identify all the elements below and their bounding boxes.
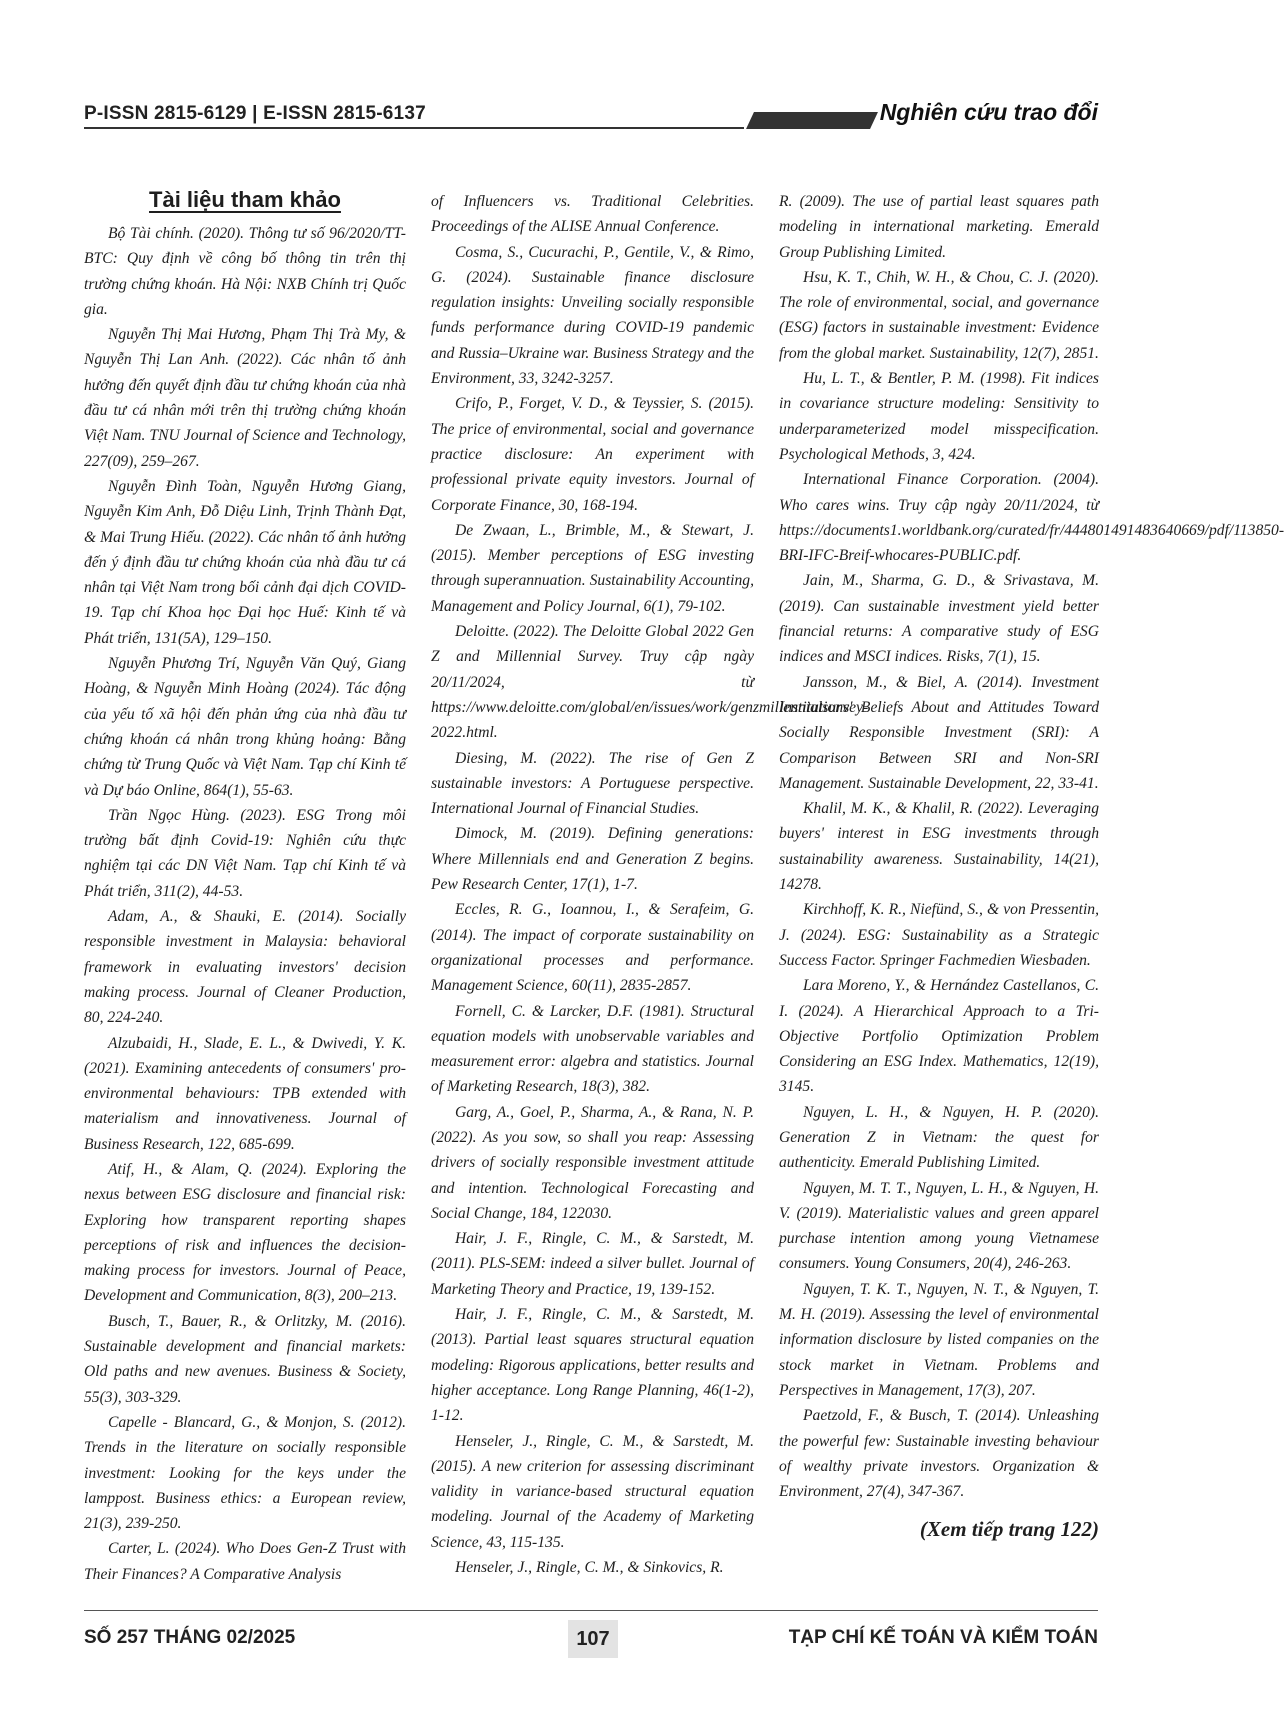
reference-item: Adam, A., & Shauki, E. (2014). Socially responsible investment in Malaysia: behavioral framework in evaluating investors' decision making process. Journal of Cleaner Production, 80, 224-240. [84,908,406,1027]
reference-item: Garg, A., Goel, P., Sharma, A., & Rana, N. P. (2022). As you sow, so shall you reap: Assessing drivers of socially responsible investment attitude and intention. Technological Forecasting and Social Change, 184, 122030. [431,1103,754,1222]
reference-item: Jain, M., Sharma, G. D., & Srivastava, M. (2019). Can sustainable investment yield better financial returns: A comparative study of ESG indices and MSCI indices. Risks, 7(1), 15. [779,572,1099,666]
reference-item: Lara Moreno, Y., & Hernández Castellanos, C. I. (2024). A Hierarchical Approach to a Tri-Objective Portfolio Optimization Problem Considering an ESG Index. Mathematics, 12(19), 3145. [779,977,1099,1096]
reference-item: Diesing, M. (2022). The rise of Gen Z sustainable investors: A Portuguese perspective. International Journal of Financial Studies. [431,749,754,818]
continued-on-page-note: (Xem tiếp trang 122) [919,1517,1099,1542]
section-title: Nghiên cứu trao đổi [879,99,1098,125]
reference-item: Trần Ngọc Hùng. (2023). ESG Trong môi trường bất định Covid-19: Nghiên cứu thực nghiệm tại các DN Việt Nam. Tạp chí Kinh tế và Phát triển, 311(2), 44-53. [84,806,406,900]
references-column-3 [779,189,1284,1542]
reference-item: Nguyen, M. T. T., Nguyen, L. H., & Nguyen, H. V. (2019). Materialistic values and green apparel purchase intention among young Vietnamese consumers. Young Consumers, 20(4), 246-263. [779,1179,1099,1273]
reference-item: Nguyễn Thị Mai Hương, Phạm Thị Trà My, & Nguyễn Thị Lan Anh. (2022). Các nhân tố ảnh hưởng đến quyết định đầu tư chứng khoán của nhà đầu tư cá nhân mới trên thị trường chứng khoán Việt Nam. TNU Journal of Science and Technology, 227(09), 259–267. [84,326,406,470]
issue-label: SỐ 257 THÁNG 02/2025 [84,1627,296,1648]
issn-label: P-ISSN 2815-6129 | E-ISSN 2815-6137 [84,103,426,124]
reference-item: Henseler, J., Ringle, C. M., & Sarstedt, M. (2015). A new criterion for assessing discriminant validity in variance-based structural equation modeling. Journal of the Academy of Marketing Science, 43, 115-135. [431,1432,754,1551]
reference-item-continued: R. (2009). The use of partial least squares path modeling in international marketing. Emerald Group Publishing Limited. [779,193,1099,261]
reference-item-continued: of Influencers vs. Traditional Celebrities. Proceedings of the ALISE Annual Conference. [431,193,754,236]
reference-item: Nguyen, L. H., & Nguyen, H. P. (2020). Generation Z in Vietnam: the quest for authenticity. Emerald Publishing Limited. [779,1103,1099,1172]
page-footer [84,1620,1098,1658]
references-column-1 [84,187,406,1587]
references-heading: Tài liệu tham khảo [149,187,341,212]
page-number: 107 [568,1620,618,1658]
reference-item: Hsu, K. T., Chih, W. H., & Chou, C. J. (2020). The role of environmental, social, and governance (ESG) factors in sustainable investment: Evidence from the global market. Sustainability, 12(7), 2851. [779,268,1099,362]
reference-item: International Finance Corporation. (2004). Who cares wins. Truy cập ngày 20/11/2024, từ https://documents1.worldbank.org/curated/fr/444801491483640669/pdf/113850-BRI-IFC-Breif-whocares-PUBLIC.pdf. [779,471,1284,565]
page-header [84,99,1098,133]
reference-item: Jansson, M., & Biel, A. (2014). Investment Institutions' Beliefs About and Attitudes Toward Socially Responsible Investment (SRI): A Comparison Between SRI and Non-SRI Management. Sustainable Development, 22, 33-41. [779,673,1099,792]
reference-item: Dimock, M. (2019). Defining generations: Where Millennials end and Generation Z begins. Pew Research Center, 17(1), 1-7. [431,825,754,894]
reference-item: Nguyen, T. K. T., Nguyen, N. T., & Nguyen, T. M. H. (2019). Assessing the level of environmental information disclosure by listed companies on the stock market in Vietnam. Problems and Perspectives in Management, 17(3), 207. [779,1280,1099,1399]
reference-item: Carter, L. (2024). Who Does Gen-Z Trust with Their Finances? A Comparative Analysis [84,1540,406,1583]
journal-name: TẠP CHÍ KẾ TOÁN VÀ KIỂM TOÁN [788,1627,1098,1648]
reference-item: Cosma, S., Cucurachi, P., Gentile, V., & Rimo, G. (2024). Sustainable finance disclosure regulation insights: Unveiling socially responsible funds performance during COVID-19 pandemic and Russia–Ukraine war. Business Strategy and the Environment, 33, 3242-3257. [431,243,754,388]
reference-item: Nguyễn Phương Trí, Nguyễn Văn Quý, Giang Hoàng, & Nguyễn Minh Hoàng (2024). Tác động của yếu tố xã hội đến phản ứng của nhà đầu tư chứng khoán cá nhân trong khủng hoảng: Bằng chứng từ Trung Quốc và Việt Nam. Tạp chí Kinh tế và Dự báo Online, 864(1), 55-63. [84,655,406,799]
reference-item: Hair, J. F., Ringle, C. M., & Sarstedt, M. (2011). PLS-SEM: indeed a silver bullet. Journal of Marketing Theory and Practice, 19, 139-152. [431,1230,754,1298]
reference-item: Crifo, P., Forget, V. D., & Teyssier, S. (2015). The price of environmental, social and governance practice disclosure: An experiment with professional private equity investors. Journal of Corporate Finance, 30, 168-194. [431,395,754,514]
reference-item: De Zwaan, L., Brimble, M., & Stewart, J. (2015). Member perceptions of ESG investing through superannuation. Sustainability Accounting, Management and Policy Journal, 6(1), 79-102. [431,521,754,615]
reference-item: Paetzold, F., & Busch, T. (2014). Unleashing the powerful few: Sustainable investing behaviour of wealthy private investors. Organization & Environment, 27(4), 347-367. [779,1407,1099,1501]
reference-item: Bộ Tài chính. (2020). Thông tư số 96/2020/TT-BTC: Quy định về công bố thông tin trên thị trường chứng khoán. Hà Nội: NXB Chính trị Quốc gia. [84,225,406,318]
reference-item: Busch, T., Bauer, R., & Orlitzky, M. (2016). Sustainable development and financial markets: Old paths and new avenues. Business & Society, 55(3), 303-329. [84,1312,406,1406]
reference-item: Khalil, M. K., & Khalil, R. (2022). Leveraging buyers' interest in ESG investments through sustainability awareness. Sustainability, 14(21), 14278. [779,800,1099,894]
reference-item: Henseler, J., Ringle, C. M., & Sinkovics, R. [455,1559,724,1577]
header-rule [84,127,744,129]
reference-item: Nguyễn Đình Toàn, Nguyễn Hương Giang, Nguyễn Kim Anh, Đỗ Diệu Linh, Trịnh Thành Đạt, & Mai Trung Hiếu. (2022). Các nhân tố ảnh hưởng đến ý định đầu tư chứng khoán của nhà đầu tư cá nhân tại Việt Nam trong bối cảnh đại dịch COVID-19. Tạp chí Khoa học Đại học Huế: Kinh tế và Phát triển, 131(5A), 129–150. [84,477,406,647]
reference-item: Deloitte. (2022). The Deloitte Global 2022 Gen Z and Millennial Survey. Truy cập ngày 20/11/2024, từ https://www.deloitte.com/global/en/issues/work/genzmillennialsurvey-2022.html. [431,623,869,742]
reference-item: Capelle - Blancard, G., & Monjon, S. (2012). Trends in the literature on socially responsible investment: Looking for the keys under the lamppost. Business ethics: a European review, 21(3), 239-250. [84,1413,406,1533]
reference-item: Kirchhoff, K. R., Niefünd, S., & von Pressentin, J. (2024). ESG: Sustainability as a Strategic Success Factor. Springer Fachmedien Wiesbaden. [779,901,1099,969]
reference-item: Atif, H., & Alam, Q. (2024). Exploring the nexus between ESG disclosure and financial risk: Exploring how transparent reporting shapes perceptions of risk and influences the decision-making process for investors. Journal of Peace, Development and Communication, 8(3), 200–213. [84,1160,406,1305]
references-column-2 [431,189,869,1580]
header-accent-bar [746,112,878,129]
footer-rule [84,1610,1098,1611]
reference-item: Hu, L. T., & Bentler, P. M. (1998). Fit indices in covariance structure modeling: Sensitivity to underparameterized model misspecification. Psychological Methods, 3, 424. [779,370,1099,463]
reference-item: Fornell, C. & Larcker, D.F. (1981). Structural equation models with unobservable variables and measurement error: algebra and statistics. Journal of Marketing Research, 18(3), 382. [431,1002,754,1096]
reference-item: Eccles, R. G., Ioannou, I., & Serafeim, G. (2014). The impact of corporate sustainability on organizational processes and performance. Management Science, 60(11), 2835-2857. [431,901,754,995]
reference-item: Hair, J. F., Ringle, C. M., & Sarstedt, M. (2013). Partial least squares structural equation modeling: Rigorous applications, better results and higher acceptance. Long Range Planning, 46(1-2), 1-12. [431,1306,754,1425]
reference-item: Alzubaidi, H., Slade, E. L., & Dwivedi, Y. K. (2021). Examining antecedents of consumers' pro-environmental behaviours: TPB extended with materialism and innovativeness. Journal of Business Research, 122, 685-699. [84,1034,406,1153]
